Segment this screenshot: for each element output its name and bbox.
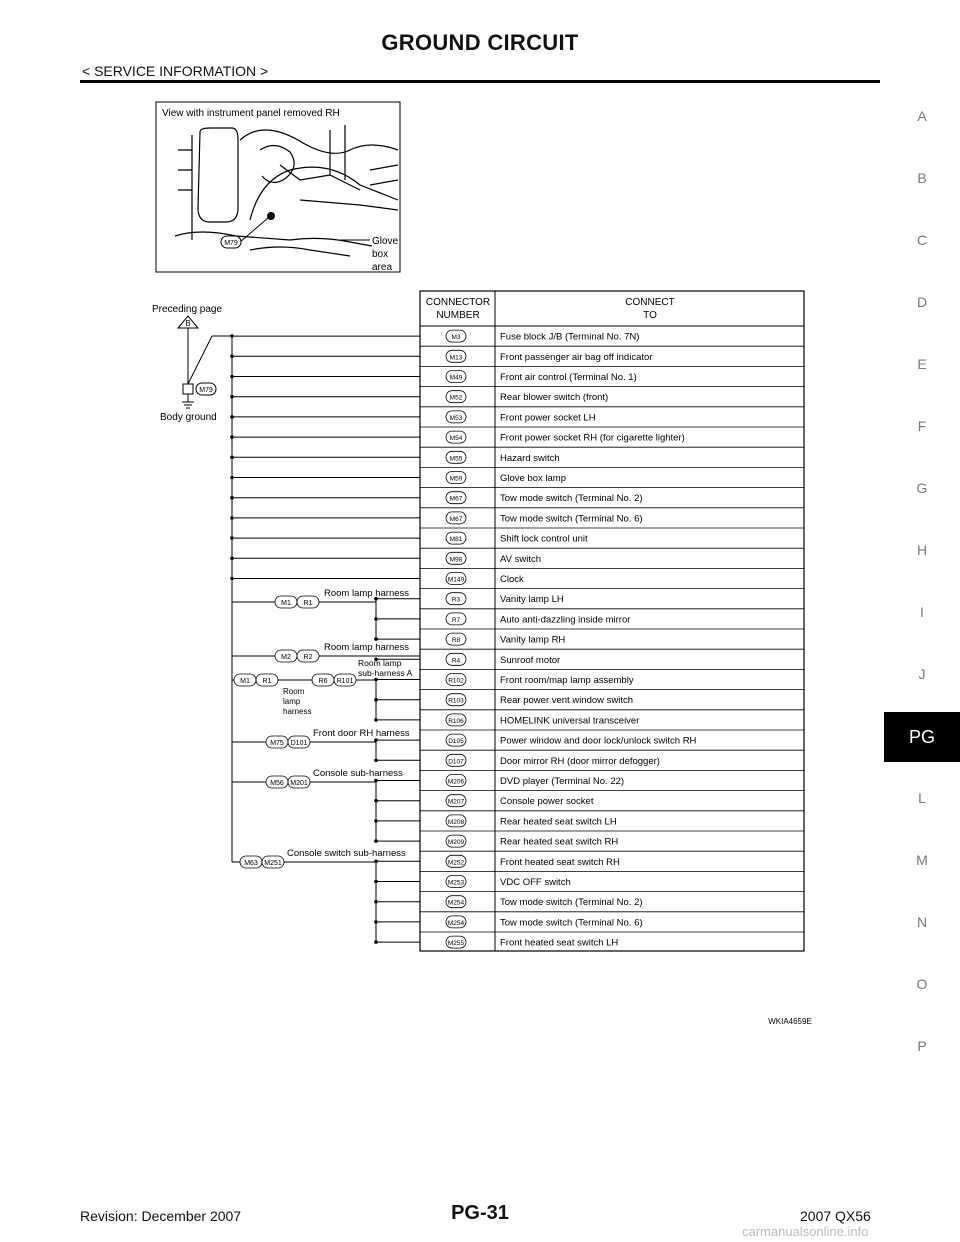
connect-to: Hazard switch xyxy=(500,452,560,464)
connect-to: Sunroof motor xyxy=(500,654,561,666)
connector-number: M81 xyxy=(449,536,463,544)
header-connect: CONNECT xyxy=(625,297,675,308)
figure-code: WKIA4659E xyxy=(768,1017,812,1026)
harness-connector-label: R101 xyxy=(336,678,354,685)
page-subtitle: < SERVICE INFORMATION > xyxy=(82,63,269,79)
preceding-page-label: Preceding page xyxy=(152,304,223,315)
splice-dot xyxy=(230,536,234,540)
connect-to: VDC OFF switch xyxy=(500,877,571,888)
connect-to: Front room/map lamp assembly xyxy=(500,675,634,686)
connector-number: M53 xyxy=(449,414,463,422)
splice-dot xyxy=(230,516,234,520)
section-tab-h: H xyxy=(916,542,928,558)
connector-number: M206 xyxy=(447,778,465,786)
section-tab-i: I xyxy=(920,604,924,620)
harness-label: Room lamp xyxy=(358,658,402,668)
connector-number: R8 xyxy=(451,637,461,645)
connector-number: M52 xyxy=(449,394,463,402)
harness-label: harness xyxy=(283,707,312,716)
connector-number: M207 xyxy=(447,798,465,806)
harness-label: lamp xyxy=(283,697,301,706)
connect-to: Front air control (Terminal No. 1) xyxy=(500,372,637,383)
photo-area-label-2: box xyxy=(372,249,389,260)
connector-number: M254 xyxy=(447,919,465,927)
section-index xyxy=(884,0,960,1242)
connector-number: M54 xyxy=(449,435,463,443)
harness-connector-label: M201 xyxy=(290,780,308,787)
connector-number: D105 xyxy=(448,738,464,746)
section-tab-c: C xyxy=(916,232,928,248)
instrument-panel-photo xyxy=(156,102,400,273)
body-ground-label: Body ground xyxy=(160,412,217,423)
section-tab-n: N xyxy=(916,914,928,930)
connector-number: M209 xyxy=(447,839,465,847)
connect-to: Front heated seat switch RH xyxy=(500,856,620,868)
connect-to: Door mirror RH (door mirror defogger) xyxy=(500,755,660,767)
header-connector: CONNECTOR xyxy=(425,297,491,308)
connect-to: Rear heated seat switch LH xyxy=(500,816,617,828)
section-tab-g: G xyxy=(916,480,928,496)
harness-label: Console switch sub-harness xyxy=(287,848,406,859)
harness-label: Console sub-harness xyxy=(313,768,403,779)
splice-dot xyxy=(230,375,234,379)
connector-number: R102 xyxy=(448,677,464,685)
harness-connector-label: M1 xyxy=(240,678,250,685)
harness-connector-label: R2 xyxy=(303,654,313,661)
connect-to: Console power socket xyxy=(500,796,594,808)
connector-number: R103 xyxy=(448,697,464,705)
splice-dot xyxy=(230,476,234,480)
connect-to: Vanity lamp LH xyxy=(500,594,564,606)
connect-to: Front heated seat switch LH xyxy=(500,937,619,949)
connector-number: R7 xyxy=(451,616,461,624)
reference-letter: B xyxy=(185,319,191,328)
connector-number: M59 xyxy=(449,475,463,483)
connect-to: DVD player (Terminal No. 22) xyxy=(500,776,625,787)
connect-to: Rear blower switch (front) xyxy=(500,392,609,404)
connector-number: M98 xyxy=(449,556,463,564)
photo-connector-tag: M79 xyxy=(224,240,238,247)
section-tab-p: P xyxy=(917,1038,927,1054)
photo-area-label-3: area xyxy=(372,262,393,273)
connect-to: Shift lock control unit xyxy=(500,533,588,545)
harness-connector-label: D101 xyxy=(290,740,308,747)
connect-to: Front passenger air bag off indicator xyxy=(500,351,653,363)
header-number: NUMBER xyxy=(436,310,480,321)
connect-to: Front power socket RH (for cigarette lighter) xyxy=(500,432,685,444)
connector-number: M67 xyxy=(449,495,463,503)
model-label: 2007 QX56 xyxy=(800,1208,871,1224)
harness-connector-label: M63 xyxy=(244,860,258,867)
harness-connector-label: M56 xyxy=(270,780,284,787)
connector-table xyxy=(420,291,804,951)
connector-number: R3 xyxy=(451,596,461,604)
connector-number: D107 xyxy=(448,758,464,766)
revision-label: Revision: December 2007 xyxy=(80,1208,242,1224)
harness-label: sub-harness A xyxy=(358,668,413,678)
section-tab-pg: PG xyxy=(884,712,960,762)
connect-to: Glove box lamp xyxy=(500,473,567,484)
splice-dot xyxy=(230,415,234,419)
harness-label: Room lamp harness xyxy=(324,588,410,599)
connector-number: M149 xyxy=(447,576,465,584)
photo-area-label-1: Glove xyxy=(372,236,399,247)
splice-dot xyxy=(230,435,234,439)
connect-to: Fuse block J/B (Terminal No. 7N) xyxy=(500,331,640,343)
section-tab-j: J xyxy=(918,666,926,682)
page-title: GROUND CIRCUIT xyxy=(381,30,579,55)
connector-number: M253 xyxy=(447,879,465,887)
connect-to: Tow mode switch (Terminal No. 2) xyxy=(500,493,643,505)
splice-dot xyxy=(230,496,234,500)
connect-to: Tow mode switch (Terminal No. 6) xyxy=(500,513,643,525)
splice-dot xyxy=(230,577,234,581)
harness-connector-label: M2 xyxy=(281,654,291,661)
connect-to: Rear heated seat switch RH xyxy=(500,836,619,848)
page-number: PG-31 xyxy=(451,1202,509,1224)
harness-connector-label: R6 xyxy=(318,678,328,685)
connector-number: R4 xyxy=(451,657,461,665)
connect-to: HOMELINK universal transceiver xyxy=(500,715,640,727)
connect-to: Vanity lamp RH xyxy=(500,634,566,646)
ground-source xyxy=(152,304,232,423)
splice-dot xyxy=(230,557,234,561)
harness-connector-label: M75 xyxy=(270,740,284,747)
section-tab-o: O xyxy=(916,976,928,992)
connect-to: Auto anti-dazzling inside mirror xyxy=(500,614,631,626)
harness-label: Room xyxy=(283,687,305,696)
watermark: carmanualsonline.info xyxy=(742,1224,869,1239)
harness-connector-label: M1 xyxy=(281,600,291,607)
connect-to: Power window and door lock/unlock switch RH xyxy=(500,735,697,747)
harness-group xyxy=(232,588,420,868)
photo-title: View with instrument panel removed RH xyxy=(162,108,340,119)
connect-to: Rear power vent window switch xyxy=(500,695,634,707)
section-tab-m: M xyxy=(916,852,928,868)
connector-number: M255 xyxy=(447,940,465,948)
connector-number: M13 xyxy=(449,354,463,362)
splice-dot xyxy=(230,456,234,460)
connect-to: Front power socket LH xyxy=(500,412,596,424)
section-tab-e: E xyxy=(917,356,927,372)
connector-number: M3 xyxy=(451,334,461,342)
connect-to: Clock xyxy=(500,574,524,585)
section-tab-f: F xyxy=(917,418,927,434)
section-tab-a: A xyxy=(917,108,927,124)
harness-connector-label: R1 xyxy=(303,600,313,607)
section-tab-l: L xyxy=(918,790,926,806)
connector-number: R106 xyxy=(448,717,464,725)
section-tab-d: D xyxy=(916,294,928,310)
header-to: TO xyxy=(643,310,657,321)
splice-dot xyxy=(230,334,234,338)
connector-number: M67 xyxy=(449,515,463,523)
connect-to: AV switch xyxy=(500,553,542,565)
connector-number: M254 xyxy=(447,899,465,907)
splice-dot xyxy=(230,355,234,359)
section-tab-b: B xyxy=(917,170,927,186)
connector-number: M252 xyxy=(447,859,465,867)
harness-connector-label: M251 xyxy=(264,860,282,867)
harness-connector-label: R1 xyxy=(262,678,272,685)
harness-label: Room lamp harness xyxy=(324,642,410,653)
connector-number: M208 xyxy=(447,818,465,826)
harness-label: Front door RH harness xyxy=(313,728,410,739)
connector-number: M55 xyxy=(449,455,463,463)
ground-connector-tag: M79 xyxy=(199,387,213,394)
splice-dot xyxy=(230,395,234,399)
connect-to: Tow mode switch (Terminal No. 6) xyxy=(500,917,643,929)
connect-to: Tow mode switch (Terminal No. 2) xyxy=(500,897,643,909)
connector-number: M49 xyxy=(449,374,463,382)
